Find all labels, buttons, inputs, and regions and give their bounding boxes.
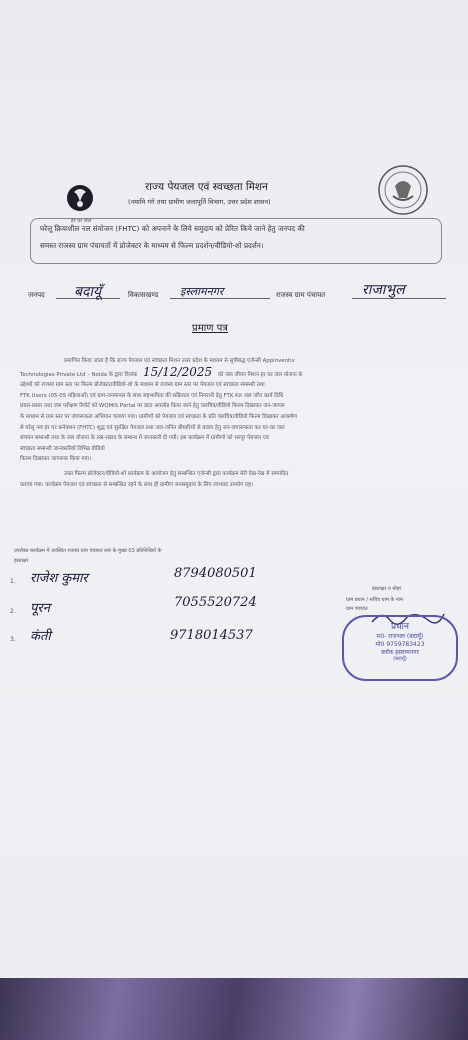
- body-line: प्रचार-प्रसार तथा जल परीक्षण रिपोर्ट को WQMIS Portal पर डाटा अपलोड किया जाने हेतु चलचित्र/वीडियो फिल्म दिखाकर जन-जागरू: [20, 403, 285, 410]
- body-line: के माध्यम से ग्राम स्तर पर जागरूकता अभियान चलाया गया। ग्रामीणों को पेयजल एवं स्वच्छता के प्रति चलचित्र/वीडियो फिल्म दिखाकर आकर्षण: [20, 413, 297, 420]
- stamp-title: प्रधान: [391, 622, 409, 632]
- witness-phone: 7055520724: [174, 595, 257, 610]
- banner-line-1: घरेलू क्रियाशील नल संयोजन (FHTC) को अपनाने के लिये समुदाय को प्रेरित किये जाने हेतु जनपद की: [40, 224, 305, 233]
- event-date: 15/12/2025: [142, 364, 213, 379]
- body-text: Technologies Private Ltd – Noida के द्वारा दिनांक: [20, 371, 138, 378]
- witness-num: 3.: [10, 636, 16, 643]
- body-line: स्वच्छता सम्बन्धी जानकारियाँ विभिन्न वीडियो: [20, 445, 105, 452]
- pradhan-stamp: [342, 615, 458, 681]
- body-line: फिल्म दिखाकर जागरूक किया गया।: [20, 456, 91, 463]
- har-ghar-jal-logo-icon: [62, 182, 98, 218]
- block-label: विकासखण्ड: [128, 291, 159, 299]
- body-line: से घरेलू नल हर घर कनेक्शन (FHTC) शुद्ध एवं सुरक्षित पेयजल तथा जल-जनित बीमारियों से बचाव हेतु जन-जागरूकता कर घर-घर जल: [20, 424, 285, 431]
- department-subtitle: (नमामि गंगे तथा ग्रामीण जलापूर्ति विभाग, उत्तर प्रदेश शासन): [128, 198, 271, 206]
- witness-phone: 9718014537: [170, 628, 253, 643]
- witness-name: कंती: [30, 629, 51, 644]
- district-value: बदायूँ: [74, 284, 102, 300]
- witness-name: राजेश कुमार: [30, 571, 88, 586]
- pradhan-line-3: ग्राम पंचायत: [346, 606, 368, 612]
- body-line: उक्त फिल्म प्रोजेक्टर/वीडियो-शो कार्यक्रम के आयोजन हेतु सम्बन्धित एजेन्सी द्वारा कार्यक्रम मेरी देख-रेख में सम्पादित: [64, 470, 289, 477]
- certificate-body: [20, 356, 455, 490]
- stamp-name: म0- राजभल (बदायूँ): [376, 633, 424, 640]
- witness-num: 1.: [10, 578, 16, 585]
- block-value: इस्लामनगर: [180, 285, 224, 298]
- body-line: कराया गया। कार्यक्रम पेयजल एवं स्वच्छता से सम्बन्धित रहने के साथ ही ग्रामीण जनसमुदाय के लिए लाभप्रद उपयोग रहा।: [20, 481, 254, 488]
- up-state-emblem-icon: [377, 164, 429, 216]
- body-line: उद्देश्यों को राजस्व ग्राम स्तर पर फिल्म प्रोजेक्टर/वीडियो-शो के माध्यम से राजस्व ग्राम स्तर पर पेयजल एवं स्वच्छता सम्बन्धी तथा: [20, 382, 265, 389]
- pradhan-line-2: ग्राम प्रधान / सचिव ग्राम के नाम: [346, 597, 403, 603]
- department-title: राज्य पेयजल एवं स्वच्छता मिशन: [145, 181, 268, 193]
- witness-phone: 8794080501: [174, 566, 257, 581]
- body-text: को जल जीवन मिशन हर घर जल योजना के: [217, 371, 303, 378]
- pradhan-sign-label: हस्ताक्षर व मोहर: [372, 586, 402, 592]
- body-line: प्रमाणित किया जाता है कि राज्य पेयजल एवं स्वच्छता मिशन उत्तर प्रदेश के माध्यम से सूचीबद्ध एजेन्सी Appinventiv: [64, 358, 295, 364]
- body-line: [20, 364, 455, 381]
- panchayat-value: राजाभुल: [362, 282, 405, 298]
- body-line: FTK Users (05-05 महिलाओं) एवं ग्राम-जनमानस के साथ सहभागिता की सक्रियता एवं निगरानी हेतु FTK Kit जल जाँच कार्य विधि: [20, 392, 284, 399]
- stamp-place: ब्लॉक इस्लामनगर: [381, 649, 419, 656]
- witness-intro-2: हस्ताक्षर: [14, 558, 29, 564]
- district-label: जनपद: [28, 291, 45, 299]
- banner-line-2: समस्त राजस्व ग्राम पंचायतों में प्रोजेक्टर के माध्यम से फिल्म प्रदर्शन/वीडियो-शो प्रदर्शन।: [40, 241, 264, 250]
- witness-intro: उपरोक्त कार्यक्रम में उपस्थित राजस्व ग्राम पंचायत स्तर के मुख्य 03 प्रतिनिधियों के: [14, 548, 162, 554]
- witness-name: पूरन: [30, 601, 50, 616]
- left-logo-caption: हर घर जल: [71, 218, 91, 224]
- body-line: संचयन सम्बन्धी तथा के जल योजना के रख-रखाव के सम्बन्ध में जानकारी दी गयी। इस कार्यक्रम में ग्रामीणों को भरपूर पेयजल एवं: [20, 435, 269, 442]
- stamp-mobile: मो0 9759783423: [375, 641, 425, 648]
- document-title: प्रमाण पत्र: [192, 323, 228, 334]
- panchayat-label: राजस्व ग्राम पंचायत: [276, 291, 326, 299]
- stamp-district: (बदायूँ): [393, 656, 407, 662]
- background-cloth: [0, 978, 468, 1040]
- witness-num: 2.: [10, 608, 16, 615]
